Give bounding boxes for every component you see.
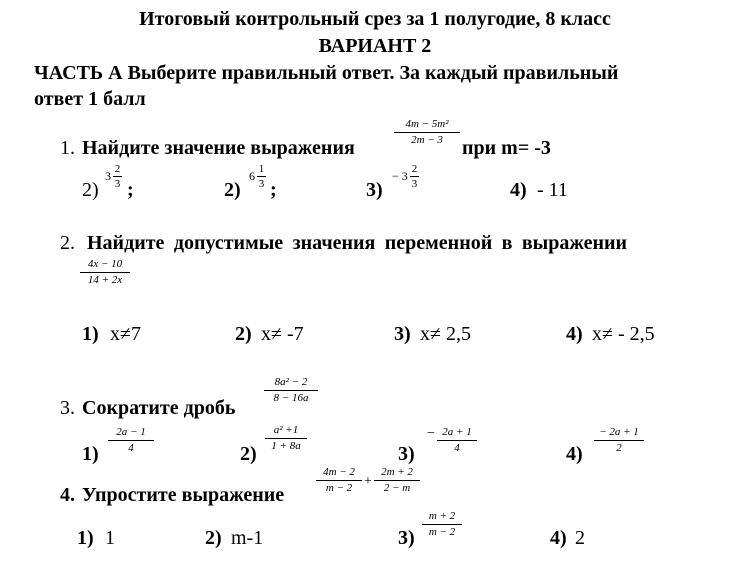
q4-option-4-value: 2 [575,527,585,549]
q1-option-3-den: 3 [411,178,418,190]
q3-fraction-denominator: 8 − 16a [273,392,309,404]
q2-fraction-denominator: 14 + 2x [87,274,123,286]
q2-option-1-label: 1) [82,323,99,345]
q1-option-3-num: 2 [411,163,418,175]
q2-number: 2. [60,232,75,254]
q1-option-1-mixed-number [105,163,125,193]
q3-fraction-numerator: 8a² − 2 [274,376,308,388]
q1-option-3-label: 3) [366,179,383,201]
q3-option-1-fraction [108,426,154,454]
q4-option-2-label: 2) [205,527,222,549]
q1-text: Найдите значение выражения [82,137,355,159]
q1-option-3-whole: − 3 [392,169,408,183]
q1-option-1-whole: 3 [105,169,111,183]
q4-fraction-2-num: 2m + 2 [381,466,413,478]
q1-option-1-num: 2 [114,163,121,175]
q2-option-3-label: 3) [394,323,411,345]
q2-fraction-numerator: 4x − 10 [87,258,123,270]
q1-option-2-mixed-number [249,163,269,193]
q3-option-4-fraction [594,426,644,454]
q1-option-2-whole: 6 [249,169,255,183]
q4-option-2-value: m-1 [231,527,264,549]
q2-expression-fraction [80,258,130,286]
q1-option-1-semicolon: ; [127,179,134,201]
q1-option-3-mixed-number [392,163,422,193]
q4-fraction-1-num: 4m − 2 [323,466,355,478]
q2-text: Найдите допустимые значения переменной в выражении [87,232,628,254]
q1-option-1-label: 2) [82,179,99,201]
q1-option-4-value: - 11 [537,179,568,201]
q3-option-3-den: 4 [454,442,460,454]
q3-option-2-label: 2) [240,443,257,465]
q2-option-4-value: x≠ - 2,5 [592,323,655,345]
q4-option-4-label: 4) [550,527,567,549]
q3-option-4-den: 2 [616,442,622,454]
q4-fraction-1 [316,466,362,494]
q1-fraction-denominator: 2m − 3 [411,134,443,146]
q3-option-4-label: 4) [566,443,583,465]
q2-option-2-label: 2) [235,323,252,345]
instruction-line-1: ЧАСТЬ А Выберите правильный ответ. За каждый правильный [34,62,619,84]
q1-option-4-label: 4) [510,179,527,201]
q1-option-2-semicolon: ; [270,179,277,201]
q2-option-2-value: x≠ -7 [261,323,304,345]
q4-fraction-1-den: m − 2 [325,482,353,494]
q4-option-3-fraction [422,510,462,538]
variant-heading: ВАРИАНТ 2 [318,35,432,57]
q1-option-2-num: 1 [258,163,265,175]
q4-option-3-num: m + 2 [428,510,456,522]
q3-expression-fraction [264,376,318,404]
q3-option-4-num: − 2a + 1 [599,426,639,438]
q3-option-1-num: 2a − 1 [116,426,146,438]
q1-fraction-numerator: 4m − 5m² [405,118,449,130]
q4-number: 4. [60,484,75,506]
q3-option-3-fraction [437,426,477,454]
q3-option-2-fraction [265,424,307,452]
q3-number: 3. [60,397,75,419]
q1-option-1-den: 3 [114,178,121,190]
test-title: Итоговый контрольный срез за 1 полугодие, 8 класс [139,8,611,30]
q4-option-1-value: 1 [105,527,115,549]
q4-option-3-den: m − 2 [428,526,456,538]
q2-option-1-value: x≠7 [110,323,141,345]
q3-text: Сократите дробь [82,397,236,419]
q1-number: 1. [60,137,75,159]
q3-option-1-label: 1) [82,443,99,465]
q4-text: Упростите выражение [82,484,285,506]
q1-option-2-den: 3 [258,178,265,190]
q4-fraction-2-den: 2 − m [383,482,411,494]
q2-option-3-value: x≠ 2,5 [420,323,471,345]
q3-option-2-num: a² +1 [273,424,299,436]
q3-option-1-den: 4 [128,442,134,454]
q1-expression-fraction [394,118,460,146]
q3-option-3-sign: − [427,426,435,441]
q3-option-2-den: 1 + 8a [271,440,301,452]
instruction-line-2: ответ 1 балл [34,88,146,110]
q4-option-1-label: 1) [77,527,94,549]
q4-fraction-2 [374,466,420,494]
q3-option-3-label: 3) [398,443,415,465]
q3-option-3-num: 2a + 1 [442,426,472,438]
q4-option-3-label: 3) [398,527,415,549]
q1-condition: при m= -3 [462,137,551,159]
q4-plus-sign: + [364,474,372,489]
q1-option-2-label: 2) [224,179,241,201]
q2-option-4-label: 4) [566,323,583,345]
